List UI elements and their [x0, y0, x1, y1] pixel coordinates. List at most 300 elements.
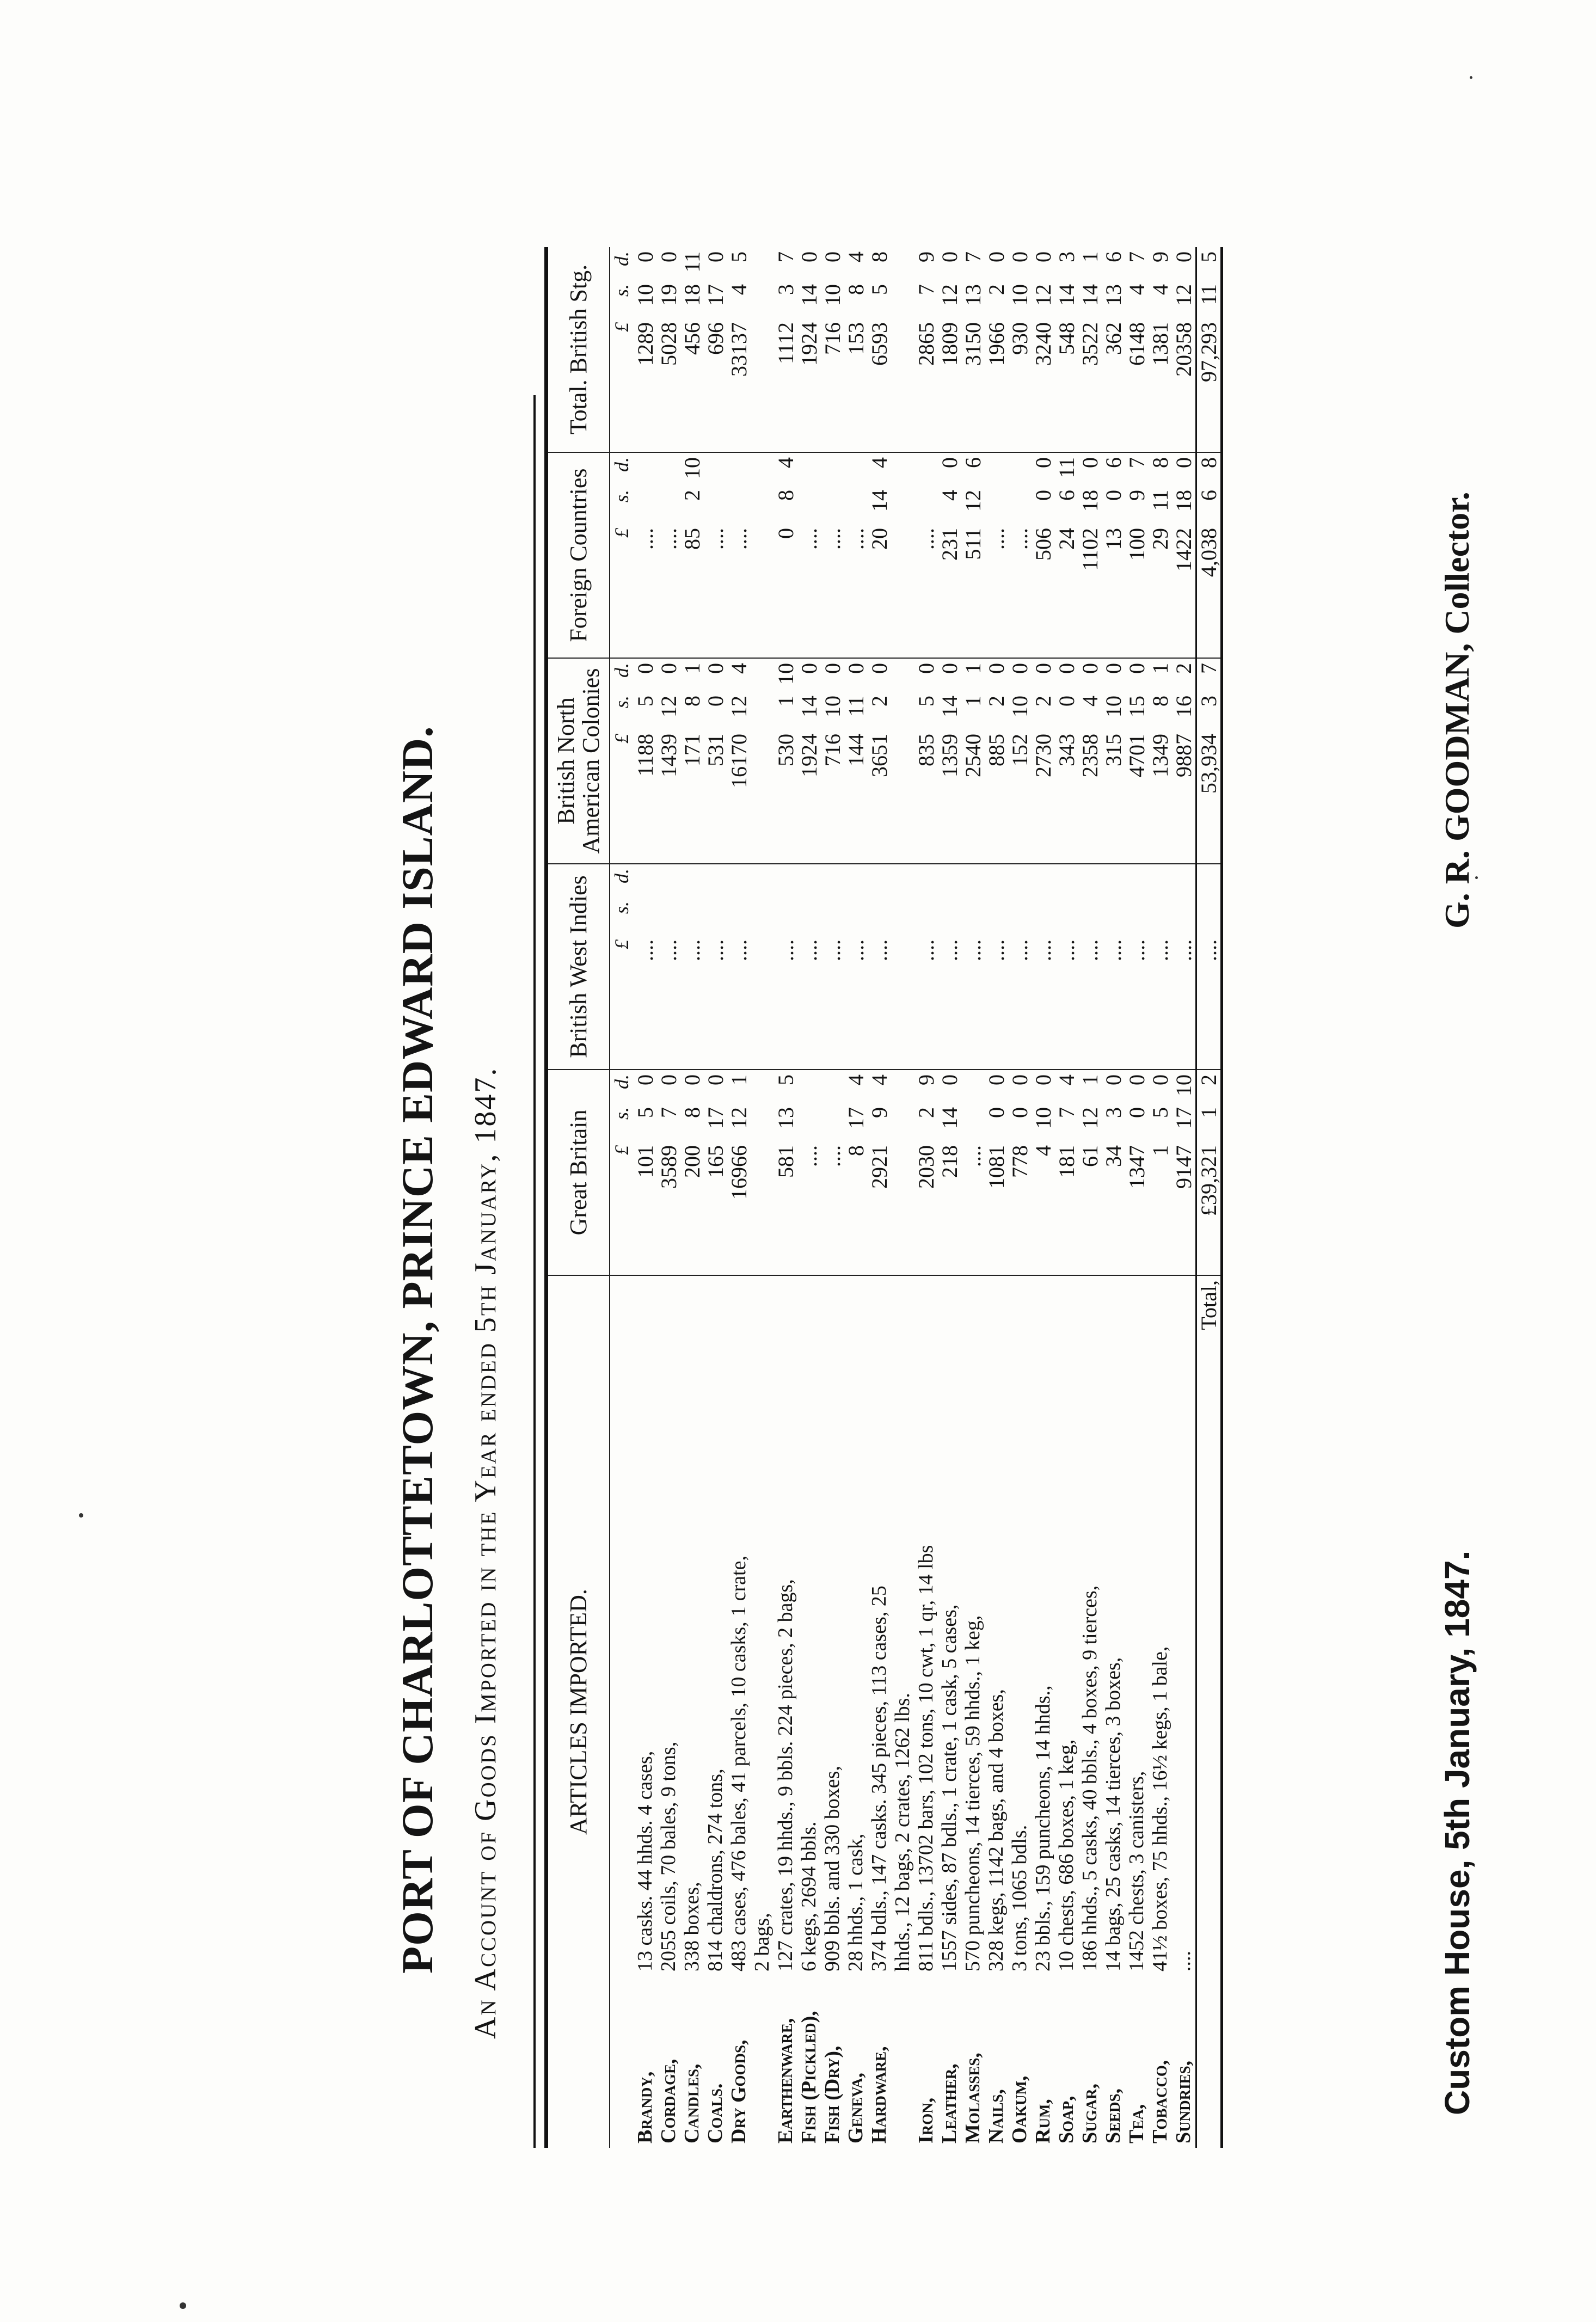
pence-value — [985, 869, 1008, 901]
british-west-indies-cell — [704, 864, 727, 1070]
table-row — [868, 247, 891, 2148]
shillings-value: 14 — [797, 696, 821, 717]
top-rule — [533, 395, 536, 2148]
pounds-value: 29 — [1148, 528, 1173, 550]
shillings-value — [821, 1107, 844, 1145]
document-subtitle: An Account of Goods Imported in the Year ended 5th January, 1847. — [469, 1066, 502, 2039]
table-row — [1102, 247, 1125, 2148]
great-britain-cell-amount — [868, 1074, 891, 1270]
pounds-value: 33137 — [727, 322, 751, 377]
foreign-countries-cell-amount — [844, 457, 868, 653]
article-name: Coals. — [704, 2083, 727, 2143]
unit-labels-bwi — [610, 864, 634, 1070]
shillings-value: 3 — [1101, 1107, 1126, 1118]
pence-value — [1032, 869, 1055, 901]
pence-value: 5 — [774, 1074, 798, 1085]
pence-value: 4 — [774, 457, 798, 468]
pounds-value: 34 — [1101, 1145, 1126, 1167]
pounds-value: 200 — [680, 1145, 704, 1178]
table-row — [657, 247, 680, 2148]
foreign-countries-cell-amount — [914, 457, 938, 653]
pounds-value: .... — [656, 528, 681, 550]
pounds-value: 20 — [867, 528, 892, 550]
shillings-value: 14 — [937, 696, 962, 717]
pence-value: 0 — [797, 251, 821, 262]
pence-value: 0 — [1125, 663, 1149, 674]
table-row — [1008, 247, 1032, 2148]
total-british-west-indies-amount — [1197, 869, 1220, 1065]
pence-value: 0 — [984, 251, 1009, 262]
unit-pence: d. — [611, 1074, 633, 1089]
shillings-value: 3 — [1196, 696, 1221, 707]
article-quantity: 23 bbls., 159 puncheons, 14 hhds., — [1032, 1685, 1054, 1971]
british-west-indies-cell — [938, 864, 961, 1070]
british-north-america-cell-amount — [844, 663, 868, 859]
shillings-value — [1125, 901, 1149, 939]
great-britain-cell-amount — [704, 1074, 727, 1270]
header-articles: ARTICLES IMPORTED. — [547, 1275, 610, 2148]
pounds-value: .... — [656, 939, 681, 961]
total-cell-amount — [680, 251, 704, 447]
foreign-countries-cell — [1032, 452, 1055, 658]
shillings-value — [704, 901, 727, 939]
foreign-countries-cell — [797, 452, 821, 658]
total-row — [1196, 247, 1222, 2148]
shillings-value: 8 — [680, 1107, 704, 1118]
british-west-indies-cell-amount — [1055, 869, 1078, 1065]
shillings-value: 12 — [961, 490, 985, 512]
shillings-value: 12 — [727, 696, 751, 717]
pence-value: 0 — [984, 663, 1009, 674]
unit-pounds: £ — [611, 734, 633, 744]
total-cell — [1008, 247, 1032, 452]
total-cell-amount — [1008, 251, 1032, 447]
shillings-value: 17 — [1171, 1107, 1196, 1129]
british-north-america-cell-amount — [1102, 663, 1125, 859]
shillings-value — [1032, 901, 1055, 939]
foreign-countries-cell — [985, 452, 1008, 658]
pounds-value: 456 — [680, 322, 704, 355]
unit-pounds: £ — [611, 1145, 633, 1155]
shillings-value: 10 — [1008, 284, 1032, 306]
pounds-value: 3522 — [1078, 322, 1102, 366]
great-britain-cell — [727, 1070, 751, 1275]
shillings-value: 0 — [1031, 490, 1055, 501]
british-north-america-cell — [704, 658, 727, 864]
article-quantity: 14 bags, 25 casks, 14 tierces, 3 boxes, — [1102, 1657, 1125, 1971]
british-west-indies-cell-amount — [1102, 869, 1125, 1065]
shillings-value: 6 — [1054, 490, 1079, 501]
great-britain-cell-amount — [657, 1074, 680, 1270]
pounds-value: 548 — [1054, 322, 1079, 355]
great-britain-cell — [1078, 1070, 1102, 1275]
total-foreign-countries — [1196, 452, 1222, 658]
shillings-value: 17 — [703, 1107, 728, 1129]
shillings-value: 2 — [867, 696, 892, 707]
pence-value — [868, 869, 891, 901]
pence-value: 0 — [937, 251, 962, 262]
total-british-north-america-amount — [1197, 663, 1220, 859]
article-quantity: 909 bbls. and 330 boxes, — [821, 1766, 844, 1971]
pence-value: 1 — [1078, 251, 1102, 262]
great-britain-cell-amount — [634, 1074, 657, 1270]
british-west-indies-cell — [1078, 864, 1102, 1070]
pence-value: 7 — [1125, 251, 1149, 262]
empty-cell — [891, 452, 914, 658]
british-west-indies-cell-amount — [1125, 869, 1149, 1065]
great-britain-cell — [868, 1070, 891, 1275]
article-name: Fish (Dry), — [821, 2045, 844, 2143]
shillings-value: 5 — [633, 1107, 658, 1118]
pounds-value: 696 — [703, 322, 728, 355]
pence-value: 0 — [1008, 1074, 1032, 1085]
foreign-countries-cell — [868, 452, 891, 658]
shillings-value: 14 — [1054, 284, 1079, 306]
empty-cell — [891, 658, 914, 864]
british-west-indies-cell — [680, 864, 704, 1070]
pence-value: 2 — [1196, 1074, 1221, 1085]
total-cell-amount — [634, 251, 657, 447]
shillings-value: 15 — [1125, 696, 1149, 717]
great-britain-cell-amount — [680, 1074, 704, 1270]
article-spacer — [891, 1976, 914, 2148]
pounds-value: .... — [914, 528, 938, 550]
pounds-value: 581 — [774, 1145, 798, 1178]
pounds-value: 930 — [1008, 322, 1032, 355]
pounds-value: 101 — [633, 1145, 658, 1178]
pence-value: 0 — [633, 251, 658, 262]
pounds-value: 1102 — [1078, 528, 1102, 571]
pounds-value: 885 — [984, 734, 1009, 766]
header-foreign-countries: Foreign Countries — [547, 452, 610, 658]
shillings-value: 18 — [1171, 490, 1196, 512]
table-row-continuation — [751, 247, 774, 2148]
table-row — [844, 247, 868, 2148]
pence-value: 0 — [1171, 251, 1196, 262]
shillings-value: 12 — [1078, 1107, 1102, 1129]
pence-value: 0 — [1031, 457, 1055, 468]
shillings-value: 5 — [914, 696, 938, 707]
empty-cell — [751, 658, 774, 864]
british-west-indies-cell-amount — [1008, 869, 1032, 1065]
great-britain-cell — [657, 1070, 680, 1275]
total-cell — [1055, 247, 1078, 452]
british-north-america-cell — [914, 658, 938, 864]
shillings-value: 18 — [1078, 490, 1102, 512]
pence-value: 0 — [937, 457, 962, 468]
pence-value: 0 — [633, 663, 658, 674]
pounds-value: 1422 — [1171, 528, 1196, 572]
great-britain-cell — [797, 1070, 821, 1275]
total-cell-amount — [1149, 251, 1172, 447]
shillings-value: 14 — [1078, 284, 1102, 306]
article-quantity: 6 kegs, 2694 bbls. — [797, 1821, 820, 1971]
shillings-value: 10 — [820, 696, 845, 717]
total-great-britain-amount — [1197, 1074, 1220, 1270]
article-name: Candles, — [680, 2063, 703, 2143]
pounds-value: 1924 — [797, 734, 821, 777]
british-north-america-cell — [961, 658, 985, 864]
british-north-america-cell-amount — [1032, 663, 1055, 859]
foreign-countries-cell — [844, 452, 868, 658]
unit-pence: d. — [611, 457, 633, 472]
total-cell-amount — [938, 251, 961, 447]
shillings-value: 9 — [1125, 490, 1149, 501]
pence-value — [797, 457, 821, 490]
pence-value: 4 — [727, 663, 751, 674]
article-name: Sugar, — [1078, 2083, 1101, 2143]
total-cell-amount — [1125, 251, 1149, 447]
pounds-value: 835 — [914, 734, 938, 766]
article-name: Tea, — [1125, 2104, 1148, 2143]
total-label: Total, — [1196, 1275, 1222, 2148]
british-north-america-cell-amount — [657, 663, 680, 859]
total-cell — [868, 247, 891, 452]
pounds-value: 6593 — [867, 322, 892, 366]
empty-cell — [751, 864, 774, 1070]
shillings-value: 12 — [1171, 284, 1196, 306]
shillings-value: 6 — [1196, 490, 1221, 501]
foreign-countries-cell — [1125, 452, 1149, 658]
total-cell-amount — [1055, 251, 1078, 447]
pence-value: 7 — [961, 251, 985, 262]
foreign-countries-cell — [821, 452, 844, 658]
pounds-value: 716 — [820, 322, 845, 355]
british-west-indies-cell — [821, 864, 844, 1070]
total-cell-amount — [914, 251, 938, 447]
shillings-value — [938, 901, 961, 939]
pence-value: 0 — [1101, 663, 1126, 674]
pence-value: 5 — [1196, 251, 1221, 262]
shillings-value: 0 — [1125, 1107, 1149, 1118]
british-west-indies-cell — [844, 864, 868, 1070]
pence-value — [634, 869, 657, 901]
pence-value: 9 — [1148, 251, 1173, 262]
table-row — [634, 247, 657, 2148]
british-north-america-cell-amount — [1008, 663, 1032, 859]
total-cell-amount — [1032, 251, 1055, 447]
article-name: Molasses, — [961, 2053, 984, 2143]
total-cell-amount — [797, 251, 821, 447]
shillings-value: 8 — [680, 696, 704, 707]
shillings-value — [727, 490, 751, 528]
article-name: Brandy, — [634, 2071, 656, 2143]
article-quantity: 10 chests, 686 boxes, 1 keg, — [1055, 1739, 1078, 1971]
total-cell-amount — [1102, 251, 1125, 447]
great-britain-cell-amount — [1055, 1074, 1078, 1270]
shillings-value — [914, 490, 938, 528]
total-cell-amount — [985, 251, 1008, 447]
great-britain-cell — [1032, 1070, 1055, 1275]
shillings-value: 4 — [937, 490, 962, 501]
great-britain-cell — [1008, 1070, 1032, 1275]
article-name: Geneva, — [844, 2072, 867, 2143]
pounds-value: 16966 — [727, 1145, 751, 1200]
unit-labels-gb — [610, 1070, 634, 1275]
article-quantity: 814 chaldrons, 274 tons, — [704, 1768, 727, 1971]
empty-cell — [751, 452, 774, 658]
pounds-value: .... — [703, 528, 728, 550]
pounds-value: £39,321 — [1196, 1145, 1221, 1216]
pence-value: 9 — [914, 251, 938, 262]
pounds-value: 16170 — [727, 734, 751, 788]
british-north-america-cell — [1125, 658, 1149, 864]
pence-value: 0 — [656, 663, 681, 674]
british-north-america-cell-amount — [985, 663, 1008, 859]
british-north-america-cell-amount — [1055, 663, 1078, 859]
pence-value: 6 — [1101, 251, 1126, 262]
shillings-value: 10 — [1031, 1107, 1055, 1129]
header-great-britain: Great Britain — [547, 1070, 610, 1275]
pounds-value: 165 — [703, 1145, 728, 1178]
total-cell — [1102, 247, 1125, 452]
imports-table — [544, 247, 1223, 2148]
total-cell — [961, 247, 985, 452]
shillings-value: 4 — [1125, 284, 1149, 295]
great-britain-cell-amount — [1078, 1074, 1102, 1270]
article-quantity: 570 puncheons, 14 tierces, 59 hhds., 1 keg, — [961, 1615, 984, 1971]
foreign-countries-cell-amount — [961, 457, 985, 653]
shillings-value: 10 — [1008, 696, 1032, 717]
pounds-value: .... — [1171, 939, 1196, 961]
pounds-value: 9887 — [1171, 734, 1196, 777]
grand-total-amount — [1197, 251, 1220, 447]
unit-labels-fc — [610, 452, 634, 658]
shillings-value: 13 — [961, 284, 985, 306]
total-foreign-countries-amount — [1197, 457, 1220, 653]
pounds-value: 3150 — [961, 322, 985, 366]
pounds-value: .... — [1078, 939, 1102, 961]
shillings-value — [1172, 901, 1195, 939]
foreign-countries-cell-amount — [634, 457, 657, 653]
unit-labels-total — [610, 247, 634, 452]
shillings-value: 5 — [633, 696, 658, 707]
shillings-value — [657, 901, 680, 939]
article-quantity: 1557 sides, 87 bdls., 1 crate, 1 cask, 5 cases, — [938, 1604, 961, 1971]
british-west-indies-cell — [985, 864, 1008, 1070]
pence-value: 0 — [1031, 663, 1055, 674]
table-row — [821, 247, 844, 2148]
pounds-value: 9147 — [1171, 1145, 1196, 1189]
pence-value: 0 — [820, 251, 845, 262]
foreign-countries-cell — [727, 452, 751, 658]
pence-value: 8 — [1148, 457, 1173, 468]
foreign-countries-cell-amount — [1149, 457, 1172, 653]
table-row — [727, 247, 751, 2148]
british-west-indies-cell — [1172, 864, 1196, 1070]
pounds-value: 6148 — [1125, 322, 1149, 366]
pounds-value: 2865 — [914, 322, 938, 366]
shillings-value: 8 — [774, 490, 798, 501]
pounds-value: 1359 — [937, 734, 962, 777]
shillings-value: 8 — [844, 284, 868, 295]
shillings-value: 0 — [1101, 490, 1126, 501]
shillings-value — [985, 901, 1008, 939]
shillings-value: 3 — [774, 284, 798, 295]
great-britain-cell — [844, 1070, 868, 1275]
total-cell-amount — [704, 251, 727, 447]
british-west-indies-cell-amount — [938, 869, 961, 1065]
foreign-countries-cell — [634, 452, 657, 658]
unit-labels — [610, 869, 634, 1065]
british-north-america-cell — [844, 658, 868, 864]
article-quantity: 338 boxes, — [680, 1882, 703, 1971]
shillings-value: 1 — [1196, 1107, 1221, 1118]
british-north-america-cell — [1102, 658, 1125, 864]
pence-value: 0 — [867, 663, 892, 674]
pounds-value: 778 — [1008, 1145, 1032, 1178]
pounds-value: 1289 — [633, 322, 658, 366]
total-british-west-indies — [1196, 864, 1222, 1070]
article-quantity: 374 bdls., 147 casks. 345 pieces, 113 cases, 25 — [868, 1586, 891, 1971]
pence-value: 10 — [774, 663, 798, 685]
table-row — [1149, 247, 1172, 2148]
pence-value: 11 — [680, 251, 704, 273]
pence-value: 0 — [1101, 1074, 1126, 1085]
pounds-value: .... — [727, 939, 751, 961]
shillings-value: 1 — [774, 696, 798, 707]
pence-value: 1 — [961, 663, 985, 674]
pence-value: 1 — [1078, 1074, 1102, 1085]
shillings-value — [1008, 490, 1032, 528]
pence-value: 4 — [867, 1074, 892, 1085]
foreign-countries-cell — [680, 452, 704, 658]
total-cell — [821, 247, 844, 452]
british-west-indies-cell-amount — [1078, 869, 1102, 1065]
pence-value: 10 — [1171, 1074, 1196, 1096]
total-cell — [914, 247, 938, 452]
total-cell — [657, 247, 680, 452]
british-west-indies-cell — [797, 864, 821, 1070]
pence-value: 0 — [844, 663, 868, 674]
pounds-value: 1966 — [984, 322, 1009, 366]
great-britain-cell-amount — [1172, 1074, 1195, 1270]
unit-shillings: s. — [611, 490, 633, 503]
pence-value: 0 — [703, 251, 728, 262]
shillings-value: 10 — [1101, 696, 1126, 717]
british-north-america-cell — [1172, 658, 1196, 864]
british-west-indies-cell-amount — [1032, 869, 1055, 1065]
pence-value: 0 — [1008, 663, 1032, 674]
collector-signature: G. R. GOODMAN, Collector. — [1438, 492, 1476, 929]
british-west-indies-cell-amount — [868, 869, 891, 1065]
total-cell — [1125, 247, 1149, 452]
pounds-value: 20358 — [1171, 322, 1196, 377]
total-cell — [1149, 247, 1172, 452]
pounds-value: 3589 — [656, 1145, 681, 1189]
pence-value: 6 — [1101, 457, 1126, 468]
article-quantity: 811 bdls., 13702 bars, 102 tons, 10 cwt, 1 qr, 14 lbs — [914, 1545, 937, 1971]
british-north-america-cell — [1078, 658, 1102, 864]
great-britain-cell-amount — [938, 1074, 961, 1270]
foreign-countries-cell-amount — [797, 457, 821, 653]
shillings-value — [844, 490, 868, 528]
british-north-america-cell-amount — [914, 663, 938, 859]
pence-value: 0 — [937, 663, 962, 674]
great-britain-cell-amount — [961, 1074, 985, 1270]
unit-labels — [610, 663, 634, 859]
pence-value: 0 — [1148, 1074, 1173, 1085]
pounds-value: 531 — [703, 734, 728, 766]
great-britain-cell — [821, 1070, 844, 1275]
table-row — [704, 247, 727, 2148]
pence-value: 0 — [820, 663, 845, 674]
great-britain-cell — [774, 1070, 797, 1275]
header-row — [547, 247, 610, 2148]
pounds-value: .... — [1125, 939, 1149, 961]
pence-value: 0 — [656, 1074, 681, 1085]
pounds-value: 13 — [1101, 528, 1126, 550]
